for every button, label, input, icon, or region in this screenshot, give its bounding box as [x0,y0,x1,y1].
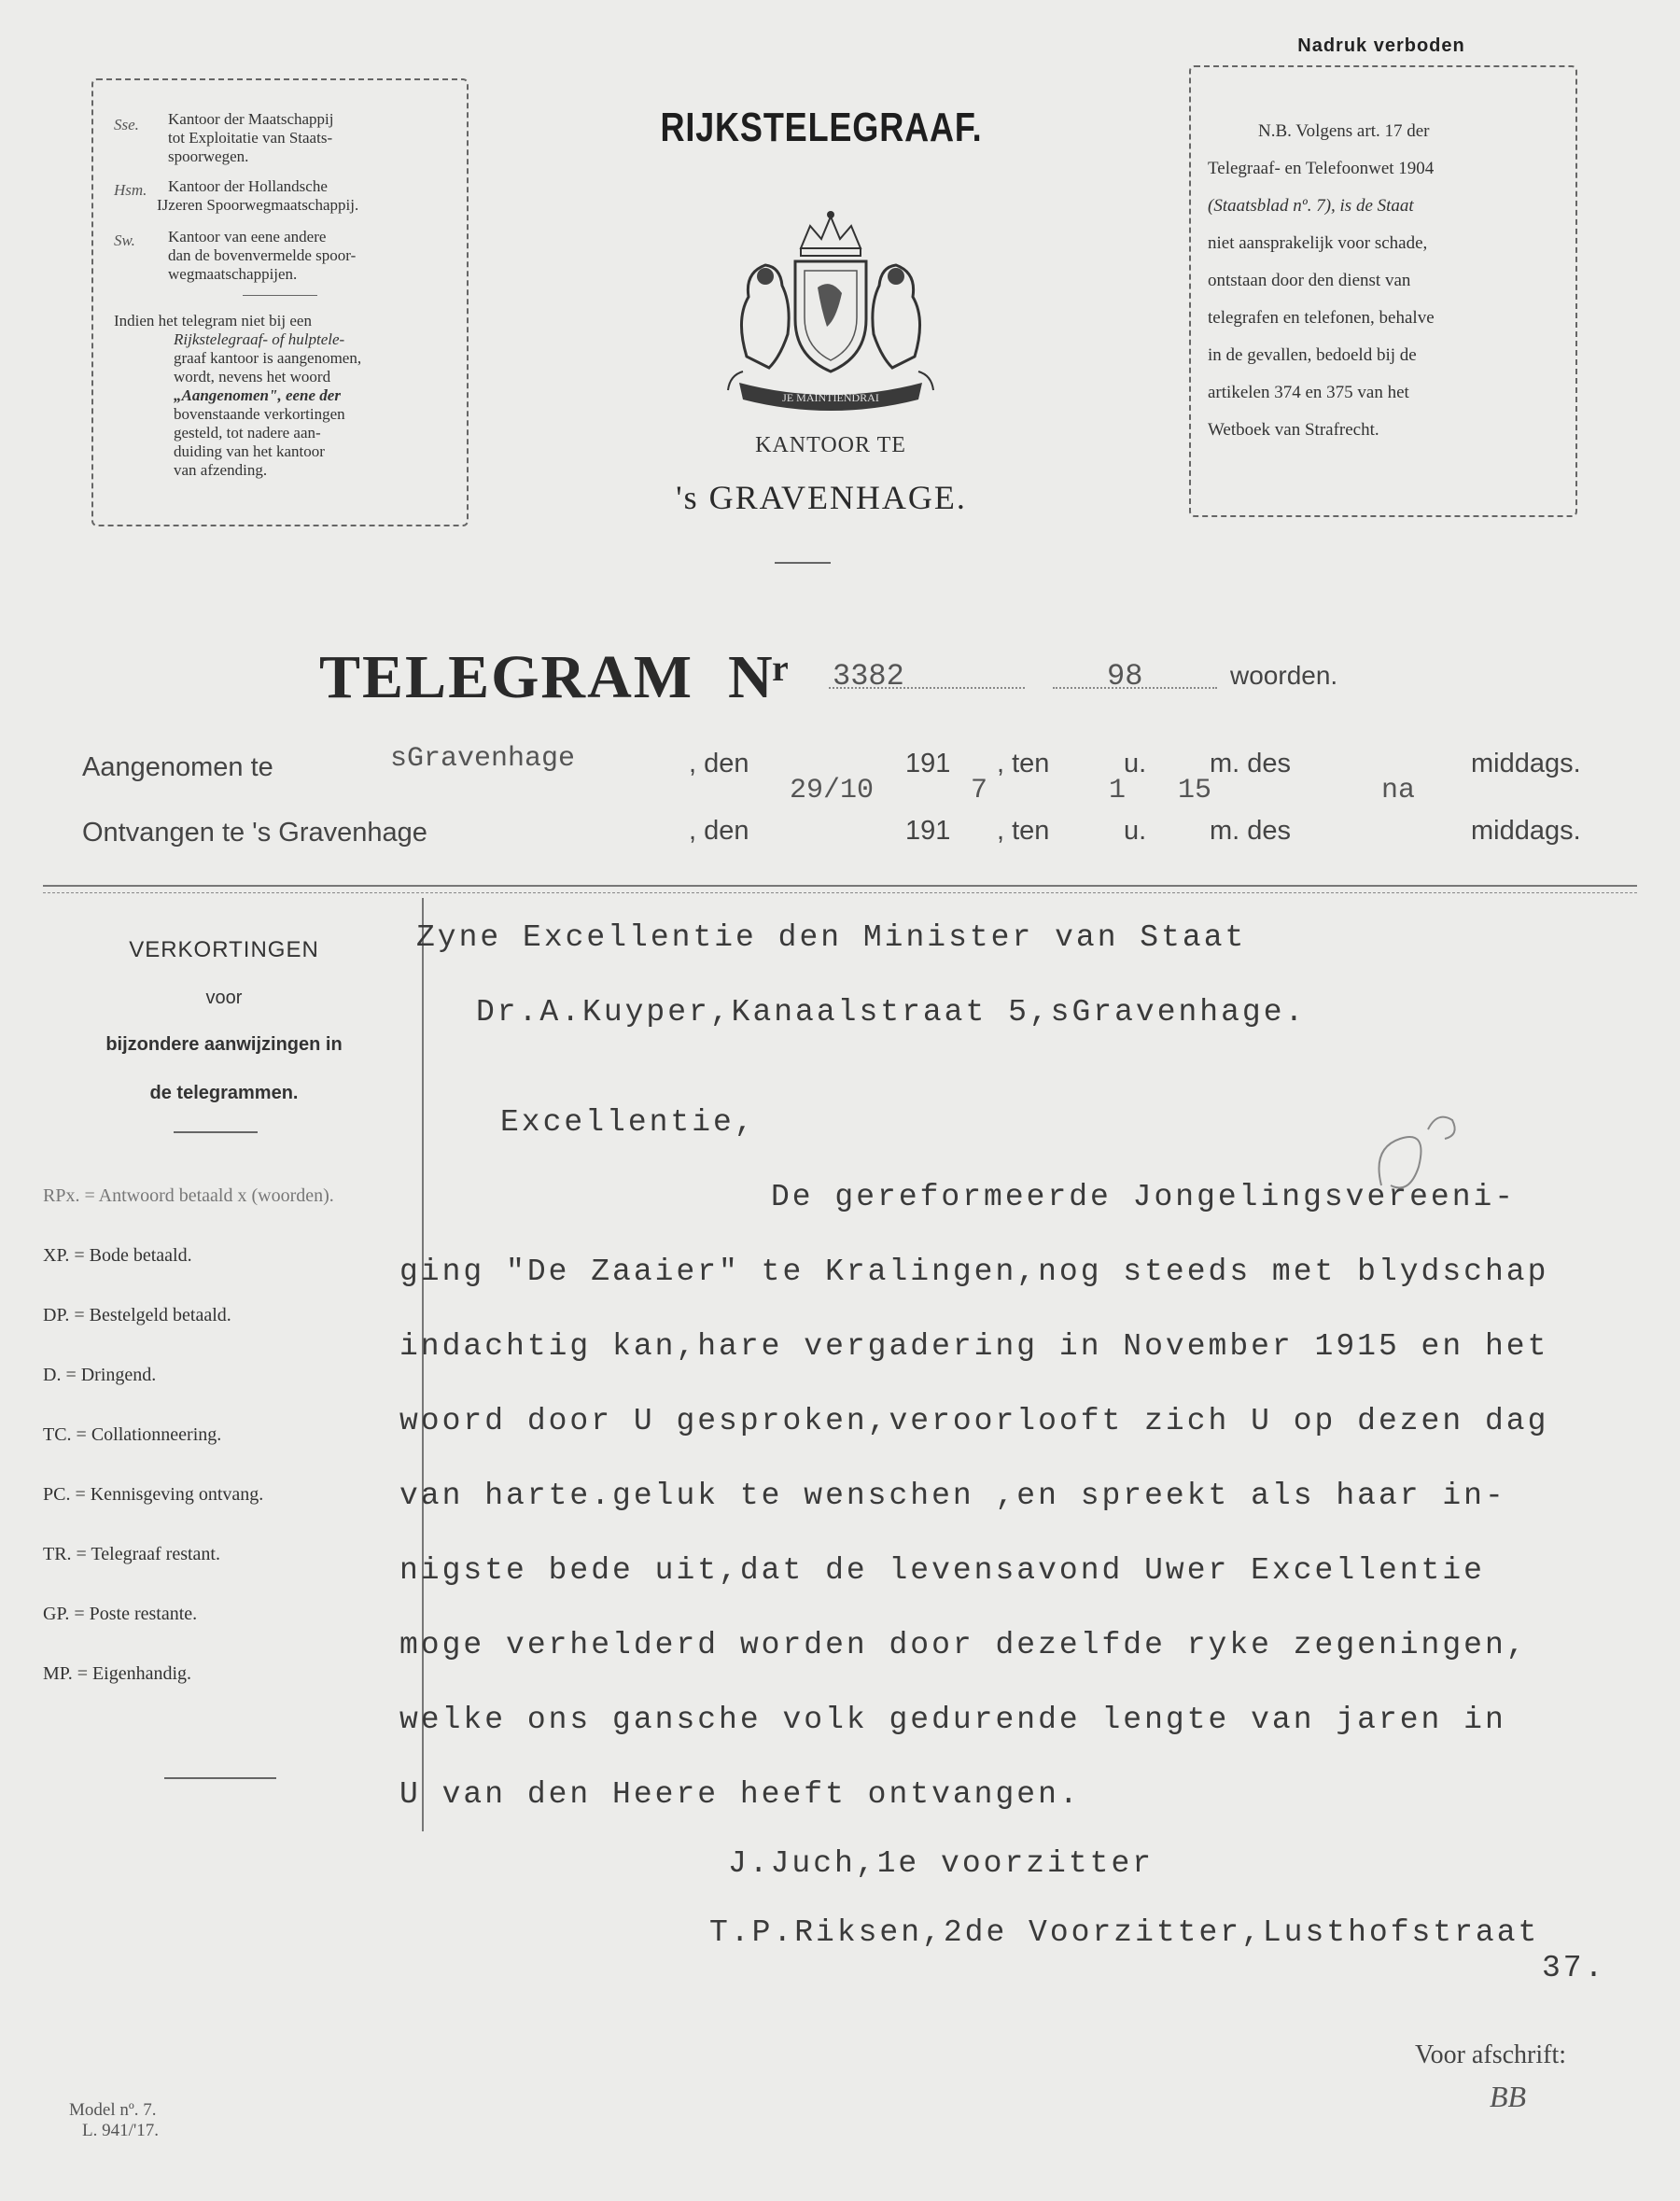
message-line: Dr.A.Kuyper,Kanaalstraat 5,sGravenhage. [476,995,1307,1030]
code-sse-line: tot Exploitatie van Staats- [168,129,333,147]
signature-line: T.P.Riksen,2de Voorzitter,Lusthofstraat [709,1915,1540,1950]
message-line: van harte.geluk te wenschen ,en spreekt als haar in- [399,1479,1506,1513]
middags-label-2: middags. [1471,816,1581,846]
voor-afschrift: Voor afschrift: [1415,2040,1566,2069]
message-line: moge verhelderd worden door dezelfde ryke zegeningen, [399,1628,1528,1662]
model-number: Model nº. 7. [69,2100,157,2120]
message-line: welke ons gansche volk gedurende lengte van jaren in [399,1703,1506,1737]
coat-of-arms-icon [691,207,971,413]
middags-label: middags. [1471,749,1581,778]
coat-motto: JE MAINTIENDRAI [782,391,879,404]
note-line: bovenstaande verkortingen [174,405,345,423]
abbr-item: TC. = Collationneering. [43,1424,222,1445]
abbr-sub2: de telegrammen. [149,1083,299,1103]
note-line: gesteld, tot nadere aan- [174,424,321,442]
m-des-label: m. des [1210,749,1292,778]
note-line: Rijkstelegraaf- of hulptele- [174,330,345,348]
nb-line: telegrafen en telefonen, behalve [1208,308,1435,328]
code-sse-line: Kantoor der Maatschappij [168,110,334,128]
woorden-label: woorden. [1230,661,1338,690]
note-line: „Aangenomen", eene der [174,386,341,404]
code-sw-line: wegmaatschappijen. [168,265,298,283]
abbr-sub1: bijzondere aanwijzingen in [105,1034,343,1055]
kantoor-city: 's GRAVENHAGE. [676,479,967,516]
abbr-item: GP. = Poste restante. [43,1604,198,1624]
code-sw-line: Kantoor van eene andere [168,228,327,245]
typed-date: 29/10 [790,775,875,806]
abbr-item: PC. = Kennisgeving ontvang. [43,1484,264,1505]
ten-label-2: , ten [997,816,1050,846]
message-line: woord door U gesproken,veroorlooft zich U op dezen dag [399,1404,1549,1438]
year-prefix-2: 191 [905,816,951,846]
column-divider [422,898,424,1831]
nb-line: ontstaan door den dienst van [1208,271,1411,290]
abbr-item: RPx. = Antwoord betaald x (woorden). [43,1185,334,1206]
section-divider-2 [43,892,1637,893]
abbr-heading: VERKORTINGEN [129,937,319,962]
abbr-voor: voor [205,988,243,1008]
telegram-label: TELEGRAM [319,643,694,711]
m-des-label-2: m. des [1210,816,1292,846]
code-sse: Sse. [114,116,139,133]
section-divider [43,885,1637,887]
left-info-box [91,78,469,526]
signature-line: J.Juch,1e voorzitter [728,1846,1155,1881]
word-count: 98 [1107,659,1143,694]
code-hsm: Hsm. [114,181,147,199]
code-sw: Sw. [114,231,135,249]
divider [243,295,317,296]
nadruk-verboden: Nadruk verboden [1297,35,1465,56]
abbr-item: MP. = Eigenhandig. [43,1663,192,1684]
nb-line: Wetboek van Strafrecht. [1208,420,1379,440]
ten-label: , ten [997,749,1050,778]
nb-line: Telegraaf- en Telefoonwet 1904 [1208,159,1435,178]
page-title: RIJKSTELEGRAAF. [660,105,983,150]
initials: BB [1490,2080,1527,2113]
nb-line: artikelen 374 en 375 van het [1208,383,1409,402]
nb-line: (Staatsblad nº. 7), is de Staat [1208,196,1414,216]
note-line: duiding van het kantoor [174,442,325,460]
u-label-2: u. [1124,816,1147,846]
note-line: van afzending. [174,461,268,479]
handwritten-mark-icon [1363,1101,1475,1204]
message-line: Zyne Excellentie den Minister van Staat [416,920,1247,955]
typed-na: na [1381,775,1416,806]
code-hsm-line: Kantoor der Hollandsche [168,177,328,195]
note-line: graaf kantoor is aangenomen, [174,349,362,367]
abbr-bottom-divider [164,1777,276,1779]
den-label: , den [689,749,749,778]
typed-min: 15 [1178,775,1212,806]
message-line: ging "De Zaaier" te Kralingen,nog steeds met blydschap [399,1255,1549,1289]
telegram-no-label: Nʳ [728,643,789,711]
aangenomen-label: Aangenomen te [82,752,273,782]
signature-line: 37. [1542,1951,1606,1985]
header-divider [775,562,831,564]
typed-year: 7 [971,775,988,806]
message-line: indachtig kan,hare vergadering in November 1915 en het [399,1329,1549,1364]
aangenomen-value: sGravenhage [390,743,576,775]
nb-line: niet aansprakelijk voor schade, [1208,233,1428,253]
message-line: Excellentie, [500,1105,756,1140]
abbr-divider [174,1131,258,1133]
telegram-number: 3382 [833,659,904,694]
typed-hour: 1 [1109,775,1127,806]
year-prefix: 191 [905,749,951,778]
abbr-item: D. = Dringend. [43,1365,157,1385]
code-hsm-line: IJzeren Spoorwegmaatschappij. [157,196,359,214]
note-line: wordt, nevens het woord [174,368,331,386]
note-line: Indien het telegram niet bij een [114,312,312,329]
message-line: nigste bede uit,dat de levensavond Uwer Excellentie [399,1553,1485,1588]
den-label-2: , den [689,816,749,846]
code-sw-line: dan de bovenvermelde spoor- [168,246,357,264]
u-label: u. [1124,749,1147,778]
kantoor-label: KANTOOR TE [755,433,906,457]
abbr-item: XP. = Bode betaald. [43,1245,192,1266]
abbr-item: TR. = Telegraaf restant. [43,1544,220,1564]
message-line: De gereformeerde Jongelingsvereeni- [771,1180,1517,1214]
right-info-box [1189,65,1577,517]
nb-line: N.B. Volgens art. 17 der [1258,121,1430,141]
ontvangen-label: Ontvangen te 's Gravenhage [82,818,427,848]
message-line: U van den Heere heeft ontvangen. [399,1777,1081,1812]
abbr-item: DP. = Bestelgeld betaald. [43,1305,231,1325]
nb-line: in de gevallen, bedoeld bij de [1208,345,1417,365]
model-code: L. 941/'17. [82,2121,160,2140]
code-sse-line: spoorwegen. [168,147,249,165]
